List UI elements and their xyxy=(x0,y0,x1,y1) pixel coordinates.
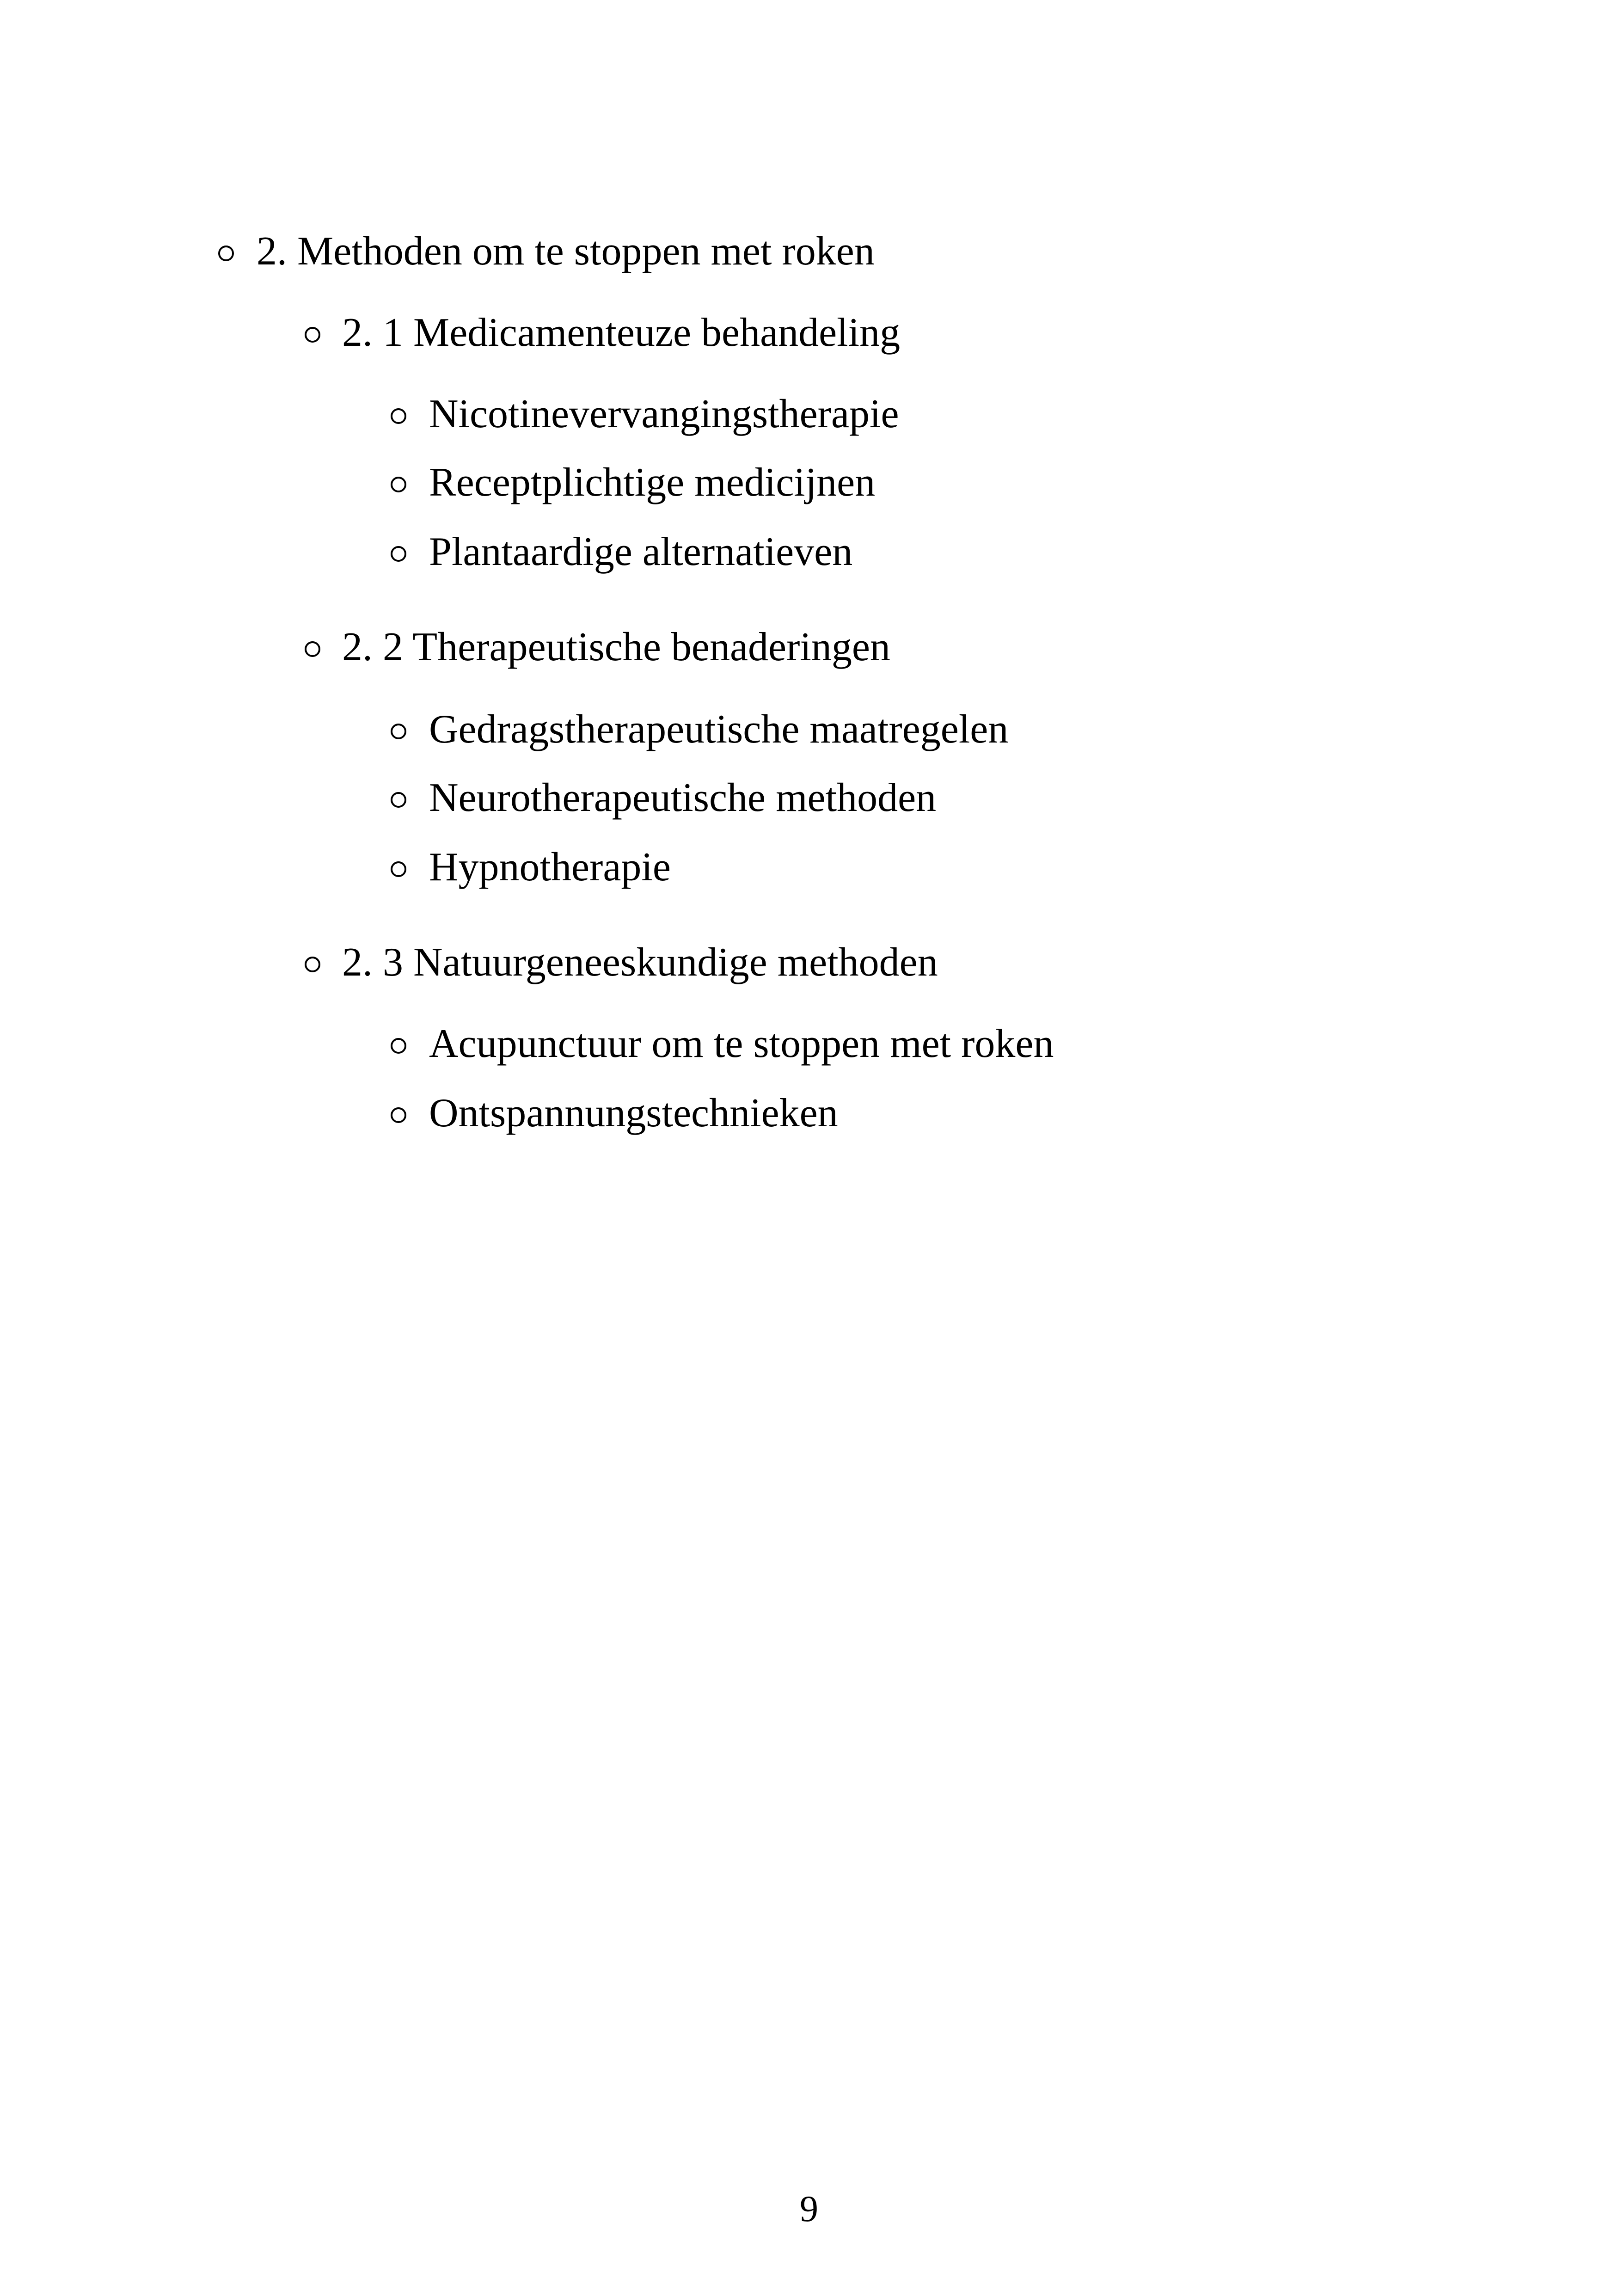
list-item: Neurotherapeutische methoden xyxy=(429,775,937,820)
list-item: Gedragstherapeutische maatregelen xyxy=(429,707,1009,752)
section-title: 2. 2 Therapeutische benaderingen xyxy=(342,625,890,669)
bullet-icon xyxy=(305,641,320,657)
section-title: 2. 3 Natuurgeneeskundige methoden xyxy=(342,940,938,985)
bullet-icon xyxy=(305,957,320,972)
bullet-icon xyxy=(391,861,406,877)
bullet-icon xyxy=(391,408,406,424)
bullet-icon xyxy=(391,477,406,492)
bullet-icon xyxy=(305,327,320,343)
bullet-icon xyxy=(391,1107,406,1123)
list-item: Ontspannungstechnieken xyxy=(429,1091,838,1136)
list-item: Acupunctuur om te stoppen met roken xyxy=(429,1021,1054,1066)
list-item: Hypnotherapie xyxy=(429,845,671,890)
bullet-icon xyxy=(391,724,406,739)
section-title: 2. 1 Medicamenteuze behandeling xyxy=(342,310,901,355)
bullet-icon xyxy=(391,546,406,562)
bullet-icon xyxy=(391,1038,406,1054)
bullet-icon xyxy=(391,792,406,808)
bullet-icon xyxy=(218,246,234,261)
page-number: 9 xyxy=(800,2189,818,2229)
list-item: Nicotinevervangingstherapie xyxy=(429,392,899,436)
list-item: Receptplichtige medicijnen xyxy=(429,460,876,505)
outline-heading: 2. Methoden om te stoppen met roken xyxy=(257,229,875,274)
list-item: Plantaardige alternatieven xyxy=(429,529,853,574)
